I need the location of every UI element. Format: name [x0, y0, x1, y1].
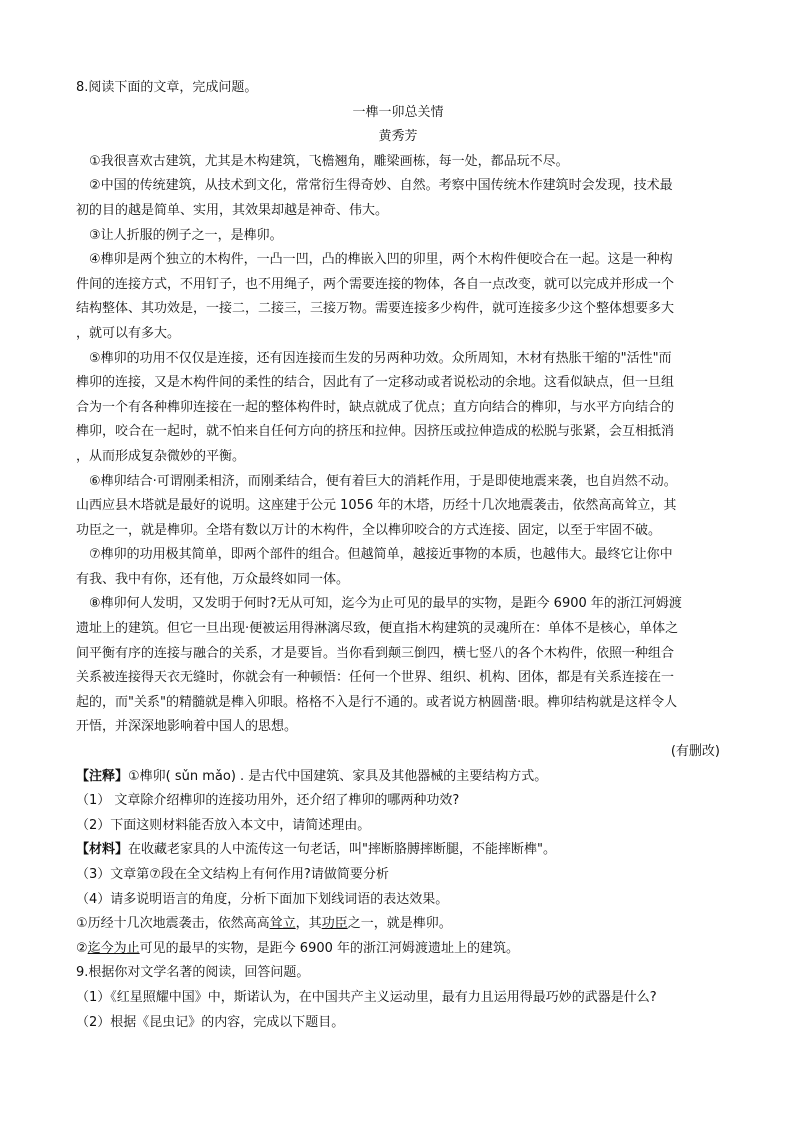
body-line: ⑧榫卯何人发明，又发明于何时?无从可知，迄今为止可见的最早的实物，是距今 6900 年的浙江河姆渡	[89, 596, 682, 612]
body-line: 合为一个有各种榫卯连接在一起的整体构件时，缺点就成了优点；直方向结合的榫卯，与水平方向结合的	[76, 399, 675, 415]
analysis-item-2: ②迄今为止可见的最早的实物，是距今 6900 年的浙江河姆渡遗址上的建筑。	[76, 940, 520, 956]
underlined-word: 耸立	[269, 916, 296, 932]
underlined-word: 迄今为止	[87, 940, 140, 956]
body-line: 山西应县木塔就是最好的说明。这座建于公元 1056 年的木塔，历经十几次地震袭击，依然高高耸立，其	[76, 498, 677, 514]
body-line: 遗址上的建筑。但它一旦出现·便被运用得淋漓尽致，便直指木构建筑的灵魂所在：单体不是核心，单体之	[76, 621, 679, 637]
sub-question-1: （1） 文章除介绍榫卯的连接功用外，还介绍了榫卯的哪两种功效?	[76, 793, 460, 809]
material-text: 在收藏老家具的人中流传这一句老话，叫"摔断胳膊摔断腿，不能摔断榫"。	[128, 842, 556, 858]
body-line: ，从而形成复杂微妙的平衡。	[76, 448, 246, 464]
body-line: ⑥榫卯结合·可谓刚柔相济，而刚柔结合，便有着巨大的消耗作用，于是即使地震来袭，也自岿然不动。	[89, 473, 677, 489]
sub-question-2: （2）下面这则材料能否放入本文中，请简述理由。	[76, 817, 371, 833]
body-line: 间平衡有序的连接与融合的关系，才是要旨。当你看到颠三倒四，横七竖八的各个木构件，依照一种组合	[76, 645, 675, 661]
source-note: (有删改)	[670, 744, 720, 760]
q9-sub-question-2: （2）根据《昆虫记》的内容，完成以下题目。	[76, 1014, 345, 1030]
document-page	[76, 76, 720, 1035]
body-line: 起的，而"关系"的精髓就是榫入卯眼。格格不入是行不通的。或者说方枘圆凿·眼。榫卯结构就是这样令人	[76, 694, 678, 710]
underlined-word: 功臣	[321, 916, 348, 932]
material	[76, 838, 720, 863]
body-line: 功臣之一，就是榫卯。全塔有数以万计的木构件，全以榫卯咬合的方式连接、固定，以至于牢固不破。	[76, 522, 662, 538]
sub-question-3: （3）文章第⑦段在全文结构上有何作用?请做简要分析	[76, 867, 389, 882]
article-body	[76, 150, 720, 740]
body-line: 件间的连接方式，不用钉子，也不用绳子，两个需要连接的物体，各自一点改变，就可以完成并形成一个	[76, 276, 675, 292]
annotation-label: 【注释】	[76, 768, 129, 784]
annotation	[76, 765, 720, 790]
body-line: 初的目的越是简单、实用，其效果却越是神奇、伟大。	[76, 202, 389, 218]
q9-sub-question-1: （1）《红星照耀中国》中，斯诺认为，在中国共产主义运动里，最有力且运用得最巧妙的武器是什么?	[76, 989, 657, 1005]
question-8-heading: 8.阅读下面的文章，完成问题。	[76, 80, 258, 95]
body-line: ，就可以有多大。	[76, 325, 181, 341]
body-line: ②中国的传统建筑，从技术到文化，常常衍生得奇妙、自然。考察中国传统木作建筑时会发现，技术最	[89, 178, 673, 194]
body-line: 榫卯，咬合在一起时，就不怕来自任何方向的挤压和拉伸。因挤压或拉伸造成的松脱与张紧，会互相抵消	[76, 424, 675, 440]
body-line: ⑤榫卯的功用不仅仅是连接，还有因连接而生发的另两种功效。众所周知，木材有热胀干缩的"活性"而	[89, 350, 672, 366]
question-9-heading: 9.根据你对文学名著的阅读，回答问题。	[76, 965, 310, 981]
body-line: 关系被连接得天衣无缝时，你就会有一种顿悟：任何一个世界、组织、机构、团体，都是有关系连接在一	[76, 670, 675, 686]
body-line: 开悟，并深深地影响着中国人的思想。	[76, 719, 298, 735]
body-line: ④榫卯是两个独立的木构件，一凸一凹，凸的榫嵌入凹的卯里，两个木构件便咬合在一起。这是一种构	[89, 252, 673, 268]
body-line: 榫卯的连接，又是木构件间的柔性的结合，因此有了一定移动或者说松动的余地。这看似缺点，但一旦组	[76, 375, 675, 391]
annotation-text: ①榫卯( sǔn mǎo) . 是古代中国建筑、家具及其他器械的主要结构方式。	[128, 768, 548, 784]
article-author: 黄秀芳	[378, 129, 418, 145]
sub-question-4: （4）请多说明语言的角度，分析下面加下划线词语的表达效果。	[76, 891, 449, 907]
article-title: 一榫一卯总关情	[352, 104, 444, 120]
material-label: 【材料】	[76, 842, 129, 858]
body-line: 有我、我中有你，还有他，万众最终如同一体。	[76, 571, 350, 587]
analysis-item-1: ①历经十几次地震袭击，依然高高耸立，其功臣之一，就是榫卯。	[76, 916, 452, 932]
body-line: ③让人折服的例子之一，是榫卯。	[89, 227, 283, 243]
body-line: ①我很喜欢古建筑，尤其是木构建筑，飞檐翘角，雕梁画栋，每一处，都品玩不尽。	[89, 153, 569, 169]
body-line: ⑦榫卯的功用极其简单，即两个部件的组合。但越简单，越接近事物的本质，也越伟大。最终它让你中	[89, 547, 673, 563]
body-line: 结构整体、其功效是，一接二，二接三，三接万物。需要连接多少构件，就可连接多少这个整体想要多大	[76, 301, 675, 317]
